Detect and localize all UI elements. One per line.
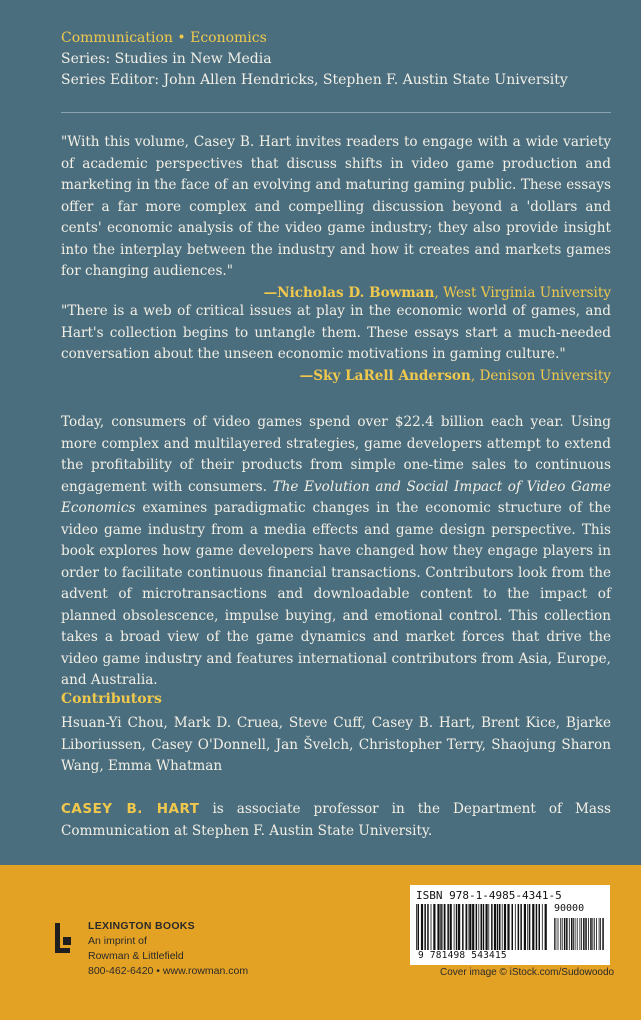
barcode-bars: [416, 904, 547, 950]
quote-author: —Nicholas D. Bowman: [263, 284, 435, 301]
barcode-bar: [437, 904, 439, 950]
barcode-bar: [488, 904, 489, 950]
barcode-bar: [596, 918, 597, 950]
barcode-bar: [472, 904, 474, 950]
quote-affiliation: , West Virginia University: [434, 284, 611, 301]
barcode-bar: [421, 904, 423, 950]
barcode-bar: [566, 918, 568, 950]
publisher-parent: Rowman & Littlefield: [88, 950, 184, 962]
quote-attribution: [61, 366, 611, 388]
publisher-imprint: An imprint of: [88, 935, 147, 947]
author-bio: [61, 799, 611, 842]
author-bio-text: is associate professor in the Department of Mass Communication at Stephen F. Austin State University.: [61, 801, 611, 839]
isbn-label: ISBN 978-1-4985-4341-5: [416, 889, 562, 902]
category-label: Communication • Economics: [61, 30, 267, 46]
barcode-bar: [433, 904, 435, 950]
publisher-info: [88, 919, 248, 979]
barcode-bar: [542, 904, 543, 950]
barcode-bar: [443, 904, 444, 950]
divider: [61, 112, 611, 113]
barcode-bar: [520, 904, 522, 950]
barcode-bar: [575, 918, 576, 950]
barcode-addon-bars: [554, 918, 604, 950]
barcode-bar: [515, 904, 516, 950]
barcode-bar: [507, 904, 509, 950]
barcode-bar: [481, 904, 483, 950]
barcode-bar: [497, 904, 499, 950]
barcode-bar: [536, 904, 538, 950]
barcode-bar: [447, 904, 449, 950]
quote-author: —Sky LaRell Anderson: [299, 367, 471, 384]
barcode-bar: [431, 904, 432, 950]
barcode-bar: [416, 904, 417, 950]
barcode-bar: [458, 904, 460, 950]
barcode-digits: 9 781498 543415: [418, 950, 507, 961]
barcode-bar: [583, 918, 585, 950]
barcode-bar: [562, 918, 563, 950]
barcode-bar: [424, 904, 426, 950]
barcode-bar: [577, 918, 578, 950]
cover-image-credit: Cover image © iStock.com/Sudowoodo: [440, 967, 615, 978]
barcode-bar: [450, 904, 452, 950]
barcode-bar: [504, 904, 506, 950]
lexington-logo-icon: [55, 923, 77, 953]
book-description: [61, 412, 611, 692]
barcode-bar: [499, 904, 501, 950]
barcode-bar: [532, 904, 534, 950]
barcode-bar: [466, 904, 468, 950]
barcode-addon-code: 90000: [554, 903, 585, 914]
barcode-bar: [476, 904, 478, 950]
quote-1: [61, 132, 611, 304]
barcode-bar: [569, 918, 570, 950]
barcode-bar: [545, 904, 547, 950]
barcode-bar: [554, 918, 555, 950]
barcode-bar: [560, 918, 561, 950]
quote-text: "There is a web of critical issues at play in the economic world of games, and Hart's collection begins to untangle them. These essays start a much-needed conversation about the unseen economic motivations in gaming culture.": [61, 303, 611, 362]
barcode: [410, 885, 610, 965]
barcode-bar: [585, 918, 587, 950]
barcode-bar: [440, 904, 442, 950]
barcode-bar: [486, 904, 488, 950]
description-part-2: examines paradigmatic changes in the economic structure of the video game industry from a media effects and game design perspective. This book explores how game developers have changed how they engage players in order to facilitate continuous financial transactions. Contributors look from the advent of microtransactions and downloadable content to the impact of planned obsolescence, impulse buying, and emotional control. This collection takes a broad view of the game dynamics and market forces that drive the video game industry and features international contributors from Asia, Europe, and Australia.: [61, 500, 611, 688]
series-editor: Series Editor: John Allen Hendricks, Stephen F. Austin State University: [61, 72, 568, 88]
barcode-bar: [571, 918, 573, 950]
book-title: The Evolution and Social Impact of Video Game Economics: [61, 478, 611, 516]
barcode-bar: [590, 918, 592, 950]
barcode-bar: [556, 918, 557, 950]
barcode-bar: [462, 904, 464, 950]
barcode-bar: [564, 918, 566, 950]
barcode-bar: [527, 904, 528, 950]
barcode-bar: [512, 904, 514, 950]
barcode-bar: [454, 904, 455, 950]
barcode-bar: [524, 904, 526, 950]
barcode-bar: [558, 918, 559, 950]
publisher-footer: [0, 865, 641, 1020]
contributors-heading: Contributors: [61, 691, 162, 707]
barcode-bar: [602, 918, 604, 950]
barcode-bar: [592, 918, 593, 950]
author-name: CASEY B. HART: [61, 801, 200, 817]
barcode-bar: [502, 904, 503, 950]
quote-affiliation: , Denison University: [470, 367, 611, 384]
quote-2: [61, 301, 611, 387]
contributors-list: Hsuan-Yi Chou, Mark D. Cruea, Steve Cuff, Casey B. Hart, Brent Kice, Bjarke Liboriussen, Casey O'Donnell, Jan Švelch, Christopher Terry, Shaojung Sharon Wang, Emma Whatman: [61, 715, 611, 774]
series-label: Series: Studies in New Media: [61, 51, 272, 67]
barcode-bar: [469, 904, 471, 950]
barcode-bar: [599, 918, 600, 950]
series-info: [61, 28, 621, 91]
description-part-1: Today, consumers of video games spend over $22.4 billion each year. Using more complex and multilayered strategies, game developers attempt to extend the profitability of their products from simple one-time sales to continuous engagement with consumers.: [61, 414, 611, 495]
barcode-bar: [529, 904, 531, 950]
barcode-bar: [478, 904, 479, 950]
publisher-contact: 800-462-6420 • www.rowman.com: [88, 965, 249, 977]
barcode-bar: [594, 918, 595, 950]
quote-text: "With this volume, Casey B. Hart invites readers to engage with a wide variety of academic perspectives that discuss shifts in video game production and marketing in the face of an evolving and maturing gaming public. These essays offer a far more complex and compelling discussion beyond a 'dollars and cents' economic analysis of the video game industry; they also provide insight into the interplay between the industry and how it creates and markets games for changing audiences.": [61, 134, 611, 279]
barcode-bar: [427, 904, 429, 950]
barcode-bar: [581, 918, 582, 950]
barcode-bar: [494, 904, 496, 950]
barcode-bar: [573, 918, 574, 950]
barcode-bar: [483, 904, 485, 950]
barcode-bar: [418, 904, 420, 950]
barcode-bar: [444, 904, 446, 950]
barcode-bar: [468, 904, 469, 950]
barcode-bar: [588, 918, 589, 950]
publisher-name: LEXINGTON BOOKS: [88, 920, 195, 932]
barcode-bar: [580, 918, 581, 950]
barcode-bar: [539, 904, 541, 950]
barcode-bar: [491, 904, 493, 950]
barcode-bar: [456, 904, 458, 950]
barcode-bar: [600, 918, 601, 950]
barcode-bar: [518, 904, 520, 950]
